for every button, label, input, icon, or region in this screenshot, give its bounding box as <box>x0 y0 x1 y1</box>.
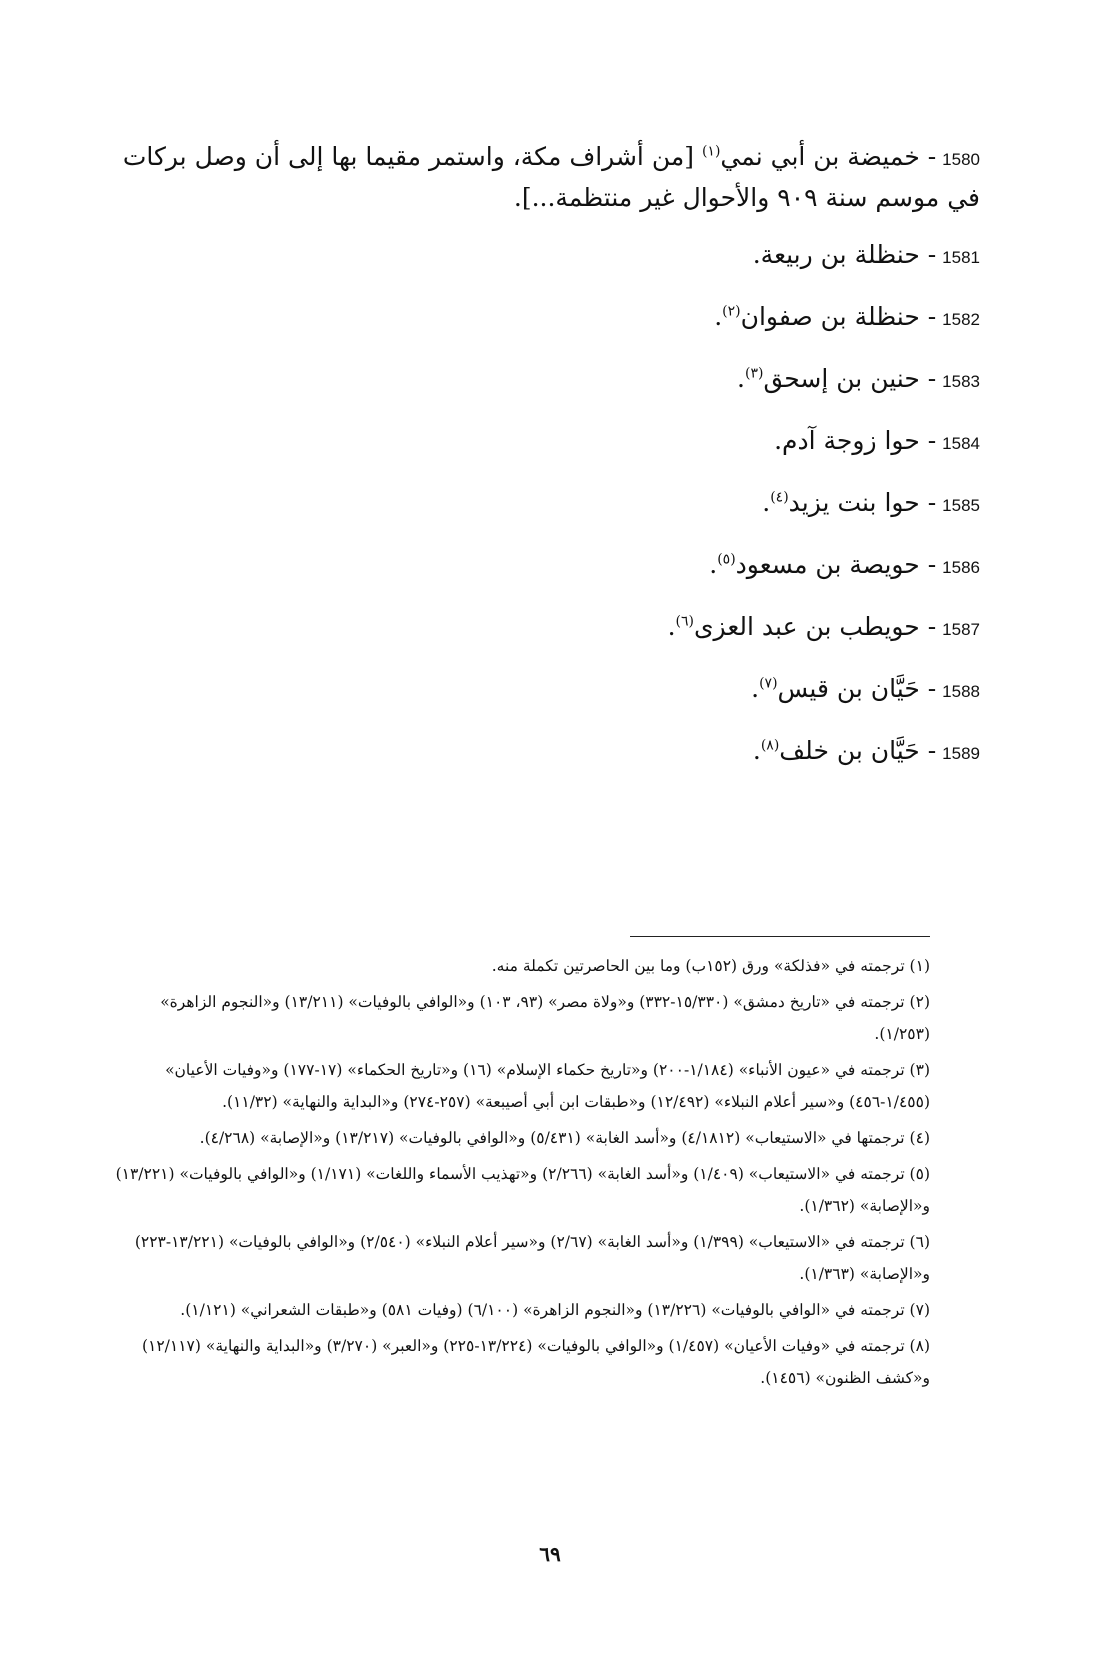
entry-rest: . <box>751 674 760 703</box>
entry-number: 1584 <box>942 434 980 453</box>
entry-text: - حَيَّان بن قيس <box>777 674 937 703</box>
entry-rest: [من أشراف مكة، واستمر مقيما بها إلى أن وصل بركات في موسم سنة ٩٠٩ والأحوال غير منتظمة...]. <box>122 142 980 212</box>
entry-1587 <box>100 609 980 653</box>
entry-1586 <box>100 547 980 591</box>
entry-number: 1586 <box>942 558 980 577</box>
entry-1585 <box>100 485 980 529</box>
entry-number: 1583 <box>942 372 980 391</box>
entry-1580 <box>100 138 980 217</box>
entry-text: - حنين بن إسحق <box>763 364 937 393</box>
entry-rest: . <box>752 736 761 765</box>
footnote-marker: (١) <box>701 143 721 160</box>
entry-rest: . <box>737 364 745 393</box>
entry-1588 <box>100 671 980 715</box>
entries-list <box>100 138 980 795</box>
entry-rest: . <box>714 302 723 331</box>
entry-number: 1585 <box>942 496 980 515</box>
entry-text: - حوا زوجة آدم. <box>774 426 937 455</box>
entry-1582 <box>100 299 980 343</box>
entry-rest: . <box>709 550 718 579</box>
footnote-1: (١) ترجمته في «فذلكة» ورق (١٥٢ب) وما بين الحاصرتين تكملة منه. <box>491 957 930 975</box>
footnote-marker: (٤) <box>770 489 789 506</box>
entry-number: 1587 <box>942 620 980 639</box>
entry-text: - حَيَّان بن خلف <box>779 736 937 765</box>
entry-text: - حويصة بن مسعود <box>735 550 937 579</box>
entry-number: 1582 <box>942 310 980 329</box>
footnote-8: (٨) ترجمته في «وفيات الأعيان» (١/٤٥٧) و«الوافي بالوفيات» (١٣/٢٢٤-٢٢٥) و«العبر» (٣/٢٧٠) و«البداية والنهاية» (١٢/١١٧) و«كشف الظنون» (١٤٥٦). <box>141 1337 930 1387</box>
footnote-marker: (٦) <box>675 613 694 630</box>
entry-rest: . <box>762 488 771 517</box>
footnote-2: (٢) ترجمته في «تاريخ دمشق» (١٥/٣٣٠-٣٣٢) و«ولاة مصر» (٩٣، ١٠٣) و«الوافي بالوفيات» (١٣/٢١١) و«النجوم الزاهرة» (١/٢٥٣). <box>160 993 930 1043</box>
entry-text: - خميضة بن أبي نمي <box>720 142 937 171</box>
footnote-marker: (٧) <box>759 675 778 692</box>
entry-number: 1580 <box>942 150 980 169</box>
footnote-7: (٧) ترجمته في «الوافي بالوفيات» (١٣/٢٢٦) و«النجوم الزاهرة» (٦/١٠٠) (وفيات ٥٨١) و«طبقات الشعراني» (١/١٢١). <box>180 1301 930 1319</box>
entry-number: 1581 <box>942 248 980 267</box>
entry-rest: . <box>667 612 676 641</box>
footnote-marker: (٨) <box>760 737 780 754</box>
footnote-divider <box>630 936 930 937</box>
footnote-4: (٤) ترجمتها في «الاستيعاب» (٤/١٨١٢) و«أسد الغابة» (٥/٤٣١) و«الوافي بالوفيات» (١٣/٢١٧) و«الإصابة» (٤/٢٦٨). <box>199 1129 930 1147</box>
entry-text: - حويطب بن عبد العزى <box>693 612 937 641</box>
footnote-3: (٣) ترجمته في «عيون الأنباء» (١/١٨٤-٢٠٠) و«تاريخ حكماء الإسلام» (١٦) و«تاريخ الحكماء» (١٧-١٧٧) و«وفيات الأعيان» (١/٤٥٥-٤٥٦) و«سير أعلام النبلاء» (١٢/٤٩٢) و«طبقات ابن أبي أصيبعة» (٢٥٧-٢٧٤) و«البداية والنهاية» (١١/٣٢). <box>165 1061 930 1111</box>
entry-1581 <box>100 237 980 281</box>
page-number: ٦٩ <box>539 1542 561 1566</box>
entry-text: - حنظلة بن صفوان <box>740 302 937 331</box>
entry-1583 <box>100 361 980 405</box>
footnotes-section <box>104 950 930 1398</box>
footnote-marker: (٢) <box>722 303 741 320</box>
entry-1584 <box>100 423 980 467</box>
footnote-marker: (٥) <box>717 551 736 568</box>
entry-number: 1588 <box>942 682 980 701</box>
entry-number: 1589 <box>942 744 980 763</box>
footnote-6: (٦) ترجمته في «الاستيعاب» (١/٣٩٩) و«أسد الغابة» (٢/٦٧) و«سير أعلام النبلاء» (٢/٥٤٠) و«الوافي بالوفيات» (١٣/٢٢١-٢٢٣) و«الإصابة» (١/٣٦٣). <box>134 1233 930 1283</box>
footnote-5: (٥) ترجمته في «الاستيعاب» (١/٤٠٩) و«أسد الغابة» (٢/٢٦٦) و«تهذيب الأسماء واللغات» (١/١٧١) و«الوافي بالوفيات» (١٣/٢٢١) و«الإصابة» (١/٣٦٢). <box>115 1165 930 1215</box>
entry-text: - حوا بنت يزيد <box>788 488 937 517</box>
entry-1589 <box>100 733 980 777</box>
entry-text: - حنظلة بن ربيعة. <box>752 240 937 269</box>
footnote-marker: (٣) <box>744 365 764 382</box>
